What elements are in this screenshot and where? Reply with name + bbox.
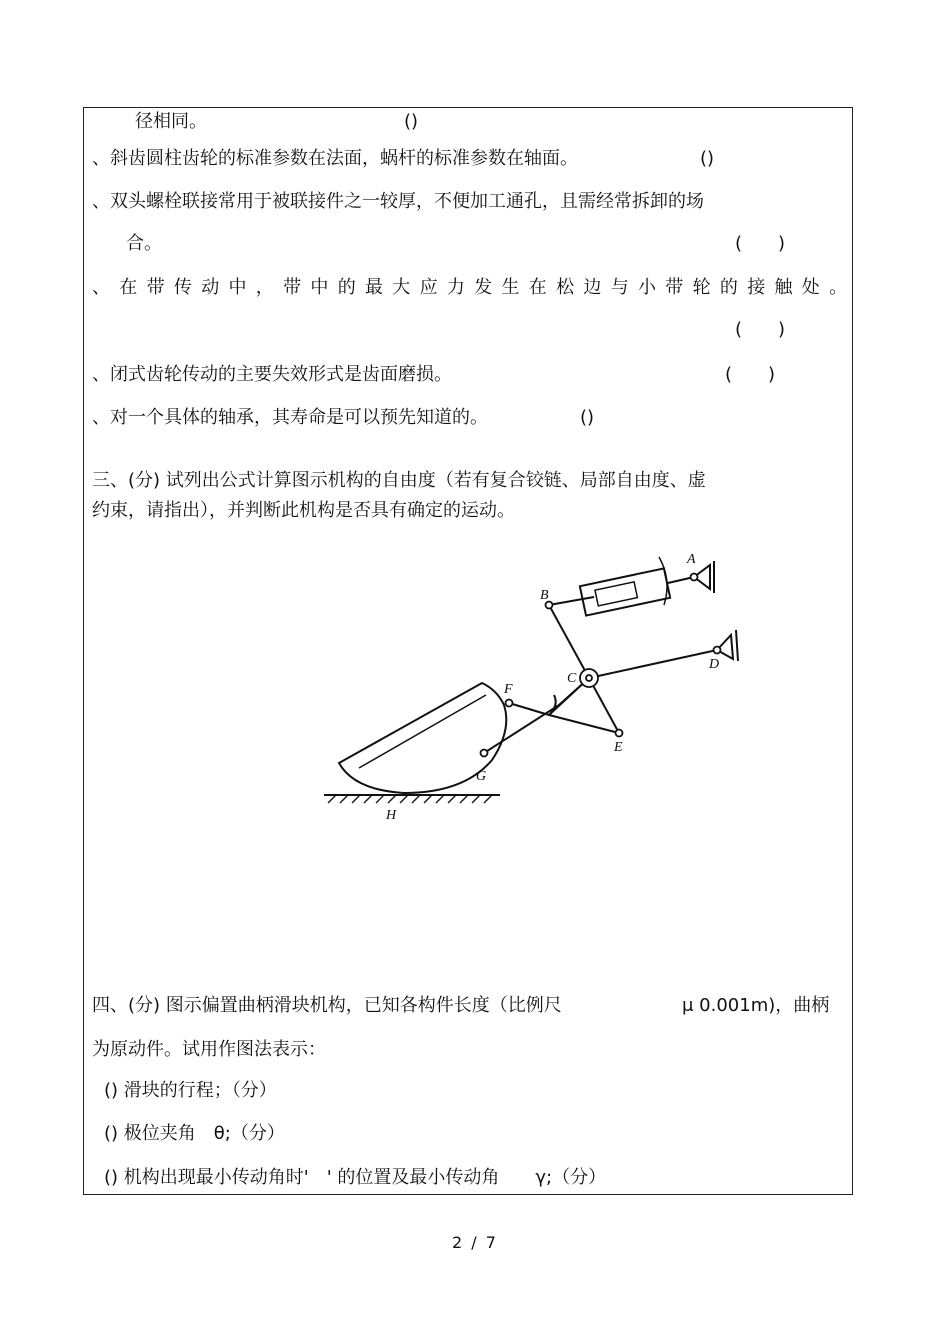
text-line-5: 、在带传动中，带中的最大应力发生在松边与小带轮的接触处。	[92, 277, 857, 298]
question-4-item-2: () 极位夹角 θ;（分）	[104, 1123, 285, 1144]
answer-paren-2[interactable]: ()	[700, 148, 715, 169]
piston-rod	[549, 597, 594, 605]
question-4-item-1: () 滑块的行程；（分）	[104, 1080, 277, 1101]
mechanism-diagram	[314, 535, 756, 828]
text-line-2: 、斜齿圆柱齿轮的标准参数在法面，蜗杆的标准参数在轴面。	[92, 148, 578, 169]
question-4-item-3: () 机构出现最小传动角时' ' 的位置及最小传动角 γ;（分）	[104, 1167, 607, 1188]
hydraulic-cylinder	[580, 568, 670, 615]
link-fe	[549, 715, 619, 733]
text-line-1: 径相同。	[135, 111, 207, 132]
label-b: B	[540, 588, 549, 603]
question-3-line-2: 约束，请指出），并判断此机构是否具有确定的运动。	[92, 500, 515, 521]
answer-paren-1[interactable]: ()	[404, 111, 419, 132]
question-3-line-1: 三、(分) 试列出公式计算图示机构的自由度（若有复合铰链、局部自由度、虚	[92, 470, 706, 491]
joint-d	[714, 647, 721, 654]
link-f	[509, 703, 549, 715]
joint-g	[481, 750, 488, 757]
text-line-8: 、对一个具体的轴承，其寿命是可以预先知道的。	[92, 407, 488, 428]
link-cd	[589, 650, 720, 678]
label-a: A	[687, 552, 696, 567]
label-g: G	[476, 769, 487, 784]
label-f: F	[504, 682, 513, 697]
answer-paren-3[interactable]: ( )	[735, 233, 786, 254]
ground-hatch	[328, 795, 492, 803]
label-c: C	[567, 671, 577, 686]
text-line-4: 合。	[126, 233, 162, 254]
question-4-line-1: 四、(分) 图示偏置曲柄滑块机构，已知各构件长度（比例尺	[92, 995, 562, 1016]
label-e: E	[614, 740, 623, 755]
text-line-3: 、双头螺栓联接常用于被联接件之一较厚，不便加工通孔，且需经常拆卸的场	[92, 191, 704, 212]
joint-f	[506, 700, 513, 707]
label-d: D	[709, 657, 720, 672]
answer-paren-5[interactable]: ( )	[725, 364, 776, 385]
answer-paren-4[interactable]: ( )	[735, 319, 786, 340]
question-4-line-2: 为原动件。试用作图法表示：	[92, 1039, 326, 1060]
joint-a	[691, 574, 698, 581]
link-bc	[549, 605, 589, 678]
link-g	[484, 705, 559, 753]
answer-paren-6[interactable]: ()	[580, 407, 595, 428]
page-number: 2 / 7	[452, 1233, 498, 1252]
label-h: H	[386, 808, 397, 823]
joint-e	[616, 730, 623, 737]
mechanism-figure	[314, 535, 756, 828]
text-line-7: 、闭式齿轮传动的主要失效形式是齿面磨损。	[92, 364, 452, 385]
question-4-scale: μ 0.001m)，曲柄	[682, 995, 830, 1016]
